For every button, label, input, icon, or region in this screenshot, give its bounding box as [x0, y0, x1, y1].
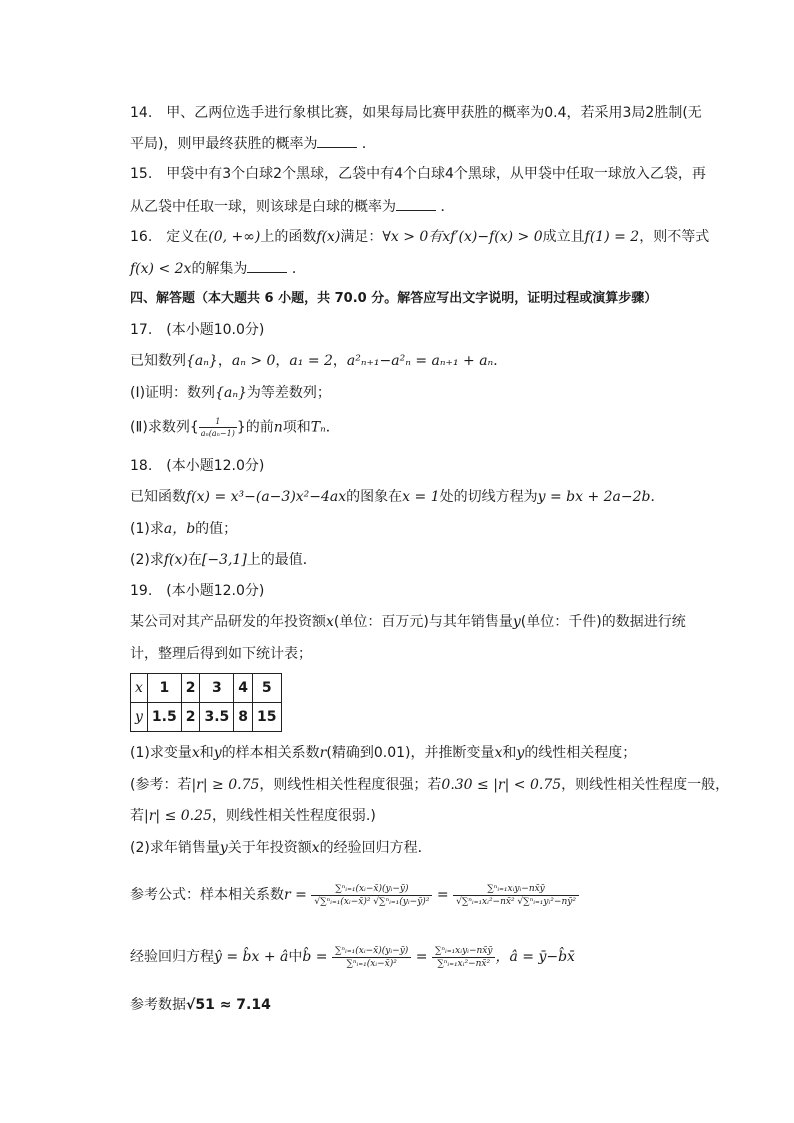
q17-part2: (Ⅱ)求数列{ $\frac{1}{\text{aₙ(aₙ−1)}}$ }的前n项和Tₙ．: [130, 417, 340, 438]
q19-text: (2)求年销售量: [130, 840, 220, 856]
q19-text: ，则线性相关性程度一般，: [561, 777, 730, 793]
q17-head: 17. (本小题10.0分): [130, 322, 265, 338]
q19-text: 的经验回归方程．: [319, 840, 432, 856]
q16-fx: f(x): [316, 229, 341, 245]
q18-text: (1)求: [130, 521, 164, 537]
q17-text: ．: [493, 353, 508, 369]
q19-condition: |r| ≥ 0.75: [191, 777, 260, 793]
q18-ab: a，b: [163, 521, 196, 537]
q19-part2: [130, 838, 432, 858]
q19-text: 的线性相关程度；: [524, 745, 637, 761]
correlation-formula: [130, 880, 579, 910]
table-cell: 8: [234, 703, 253, 732]
q17-text: 为等差数列；: [246, 385, 331, 401]
q19-text: 参考公式：样本相关系数: [130, 887, 284, 903]
q14-line1: 14. 甲、乙两位选手进行象棋比赛，如果每局比赛甲获胜的概率为0.4，若采用3局2胜制(无: [130, 105, 702, 121]
q19-text: 的样本相关系数: [221, 745, 320, 761]
q17-text: ，: [217, 353, 232, 369]
q19-text: (单位：百万元)与其年销售量: [333, 614, 513, 630]
q18-tangent: y = bx + 2a−2b: [537, 489, 651, 505]
q19-text: 中: [288, 949, 303, 965]
q17-part1: [130, 383, 331, 403]
table-cell: 5: [253, 674, 281, 703]
q19-reference1: [130, 775, 729, 795]
q19-x: x: [326, 614, 334, 630]
q19-text: 经验回归方程: [130, 949, 214, 965]
table-cell: 4: [234, 674, 253, 703]
q17-n: n: [273, 419, 283, 436]
q17-text: 已知数列: [130, 353, 186, 369]
q16-inequality: f(x) < 2x: [130, 261, 192, 277]
q19-text: (1)求变量: [130, 745, 192, 761]
q19-x: x: [311, 840, 320, 856]
regression-formula: [130, 942, 575, 972]
q17-text: (Ⅰ)证明：数列: [130, 385, 216, 401]
statistics-table: [130, 673, 282, 732]
q18-text: 的图象在: [346, 489, 403, 505]
q18-text: 在: [187, 552, 202, 568]
q18-fx: f(x): [163, 552, 188, 568]
q19-text: 和: [502, 745, 517, 761]
q19-sqrt51: √51 ≈ 7.14: [186, 997, 271, 1013]
answer-blank: [317, 133, 357, 148]
q19-y: y: [213, 745, 222, 761]
q19-text: (精确到0.01)，并推断变量: [326, 745, 495, 761]
q19-eq: =: [436, 887, 449, 903]
q17-text: ．: [325, 419, 340, 436]
q19-reg-eq: ŷ = b̂x + â: [214, 949, 289, 965]
q19-text: (单位：千件)的数据进行统: [520, 614, 686, 630]
q18-text: 已知函数: [130, 489, 186, 505]
q18-interval: [−3,1]: [201, 552, 247, 568]
q17-text: 项和: [282, 419, 311, 436]
q17-cond1: aₙ > 0: [231, 353, 276, 369]
q19-y: y: [516, 745, 525, 761]
q19-intro1: [130, 612, 686, 632]
table-row: [131, 703, 282, 732]
q15-line1: 15. 甲袋中有3个白球2个黑球，乙袋中有4个白球4个黑球，从甲袋中任取一球放入乙袋，再: [130, 166, 706, 182]
q19-intro2: 计，整理后得到如下统计表；: [130, 646, 312, 662]
table-cell: 1: [147, 674, 181, 703]
q14-text: 平局)，则甲最终获胜的概率为: [130, 136, 318, 152]
q19-text: 关于年投资额: [227, 840, 312, 856]
table-cell: 15: [253, 703, 281, 732]
answer-blank: [247, 258, 287, 273]
q16-text: 成立且: [542, 229, 585, 245]
q18-head: 18. (本小题12.0分): [130, 458, 265, 474]
q18-x1: x = 1: [402, 489, 440, 505]
q19-head: 19. (本小题12.0分): [130, 583, 265, 599]
slope-fraction-1: $\frac{\text{∑ⁿᵢ₌₁(xᵢ−x̄)(yᵢ−ȳ)}}{\text{∑ⁿᵢ₌₁(xᵢ−x̄)²}}$: [332, 945, 411, 970]
slope-fraction-2: $\frac{\text{∑ⁿᵢ₌₁xᵢyᵢ−nx̄ȳ}}{\text{∑ⁿᵢ₌₁xᵢ²−nx̄²}}$: [432, 945, 496, 970]
q16-text: 满足：: [340, 229, 383, 245]
table-row: [131, 674, 282, 703]
q19-text: ，则线性相关性程度很强；若: [259, 777, 442, 793]
q18-part1: [130, 519, 237, 539]
q16-text: 上的函数: [260, 229, 317, 245]
q18-text: 处的切线方程为: [439, 489, 538, 505]
q19-r: r: [319, 745, 327, 761]
q19-text: 参考数据: [130, 997, 186, 1013]
q16-condition: ∀x > 0有xf′(x)−f(x) > 0: [382, 229, 543, 245]
q17-fraction: $\frac{1}{\text{aₙ(aₙ−1)}}$: [200, 417, 235, 438]
q15-end: ．: [440, 199, 455, 215]
q16-line1: [130, 227, 709, 247]
q14-end: ．: [361, 136, 376, 152]
q17-seq: {aₙ}: [186, 353, 218, 369]
table-cell: 2: [181, 703, 200, 732]
correlation-fraction-1: $\frac{\text{∑ⁿᵢ₌₁(xᵢ−x̄)(yᵢ−ȳ)}}{\text{√∑ⁿᵢ₌₁(xᵢ−x̄)² √∑ⁿᵢ₌₁(yᵢ−ȳ)²}}$: [311, 883, 432, 908]
q16-f1: f(1) = 2: [584, 229, 640, 245]
q18-text: 的值；: [195, 521, 238, 537]
q17-seq: {aₙ}: [215, 385, 247, 401]
reference-data: [130, 995, 271, 1015]
q17-relation: a²ₙ₊₁−a²ₙ = aₙ₊₁ + aₙ: [346, 353, 494, 369]
answer-blank: [396, 196, 436, 211]
q19-y: y: [512, 614, 521, 630]
q18-text: (2)求: [130, 552, 164, 568]
table-cell: 3: [200, 674, 234, 703]
q19-y: y: [219, 840, 228, 856]
q19-reference2: [130, 806, 376, 826]
table-cell: 1.5: [147, 703, 181, 732]
table-cell: 2: [181, 674, 200, 703]
correlation-fraction-2: $\frac{\text{∑ⁿᵢ₌₁xᵢyᵢ−nx̄ȳ}}{\text{√∑ⁿᵢ₌₁xᵢ²−nx̄² √∑ⁿᵢ₌₁yᵢ²−nȳ²}}$: [453, 883, 579, 908]
q16-line2: [130, 258, 306, 279]
q17-text: 的前: [245, 419, 274, 436]
q18-given: [130, 487, 665, 507]
q17-cond2: a₁ = 2: [289, 353, 333, 369]
table-header-cell: x: [131, 674, 148, 703]
q15-text: 从乙袋中任取一球，则该球是白球的概率为: [130, 199, 396, 215]
q19-text: (参考：若: [130, 777, 192, 793]
table-header-cell: y: [131, 703, 148, 732]
q19-text: ，则线性相关性程度很弱.): [211, 808, 376, 824]
q14-line2: [130, 133, 376, 154]
q17-given: 已知数列{aₙ}，aₙ > 0，a₁ = 2，a²ₙ₊₁−a²ₙ = aₙ₊₁ + aₙ．: [130, 353, 508, 369]
q16-text: 的解集为: [191, 261, 248, 277]
q19-a-eq: ，â = ȳ−b̂x̄: [495, 949, 575, 965]
q19-condition: |r| ≤ 0.25: [144, 808, 212, 824]
q18-part2: [130, 550, 317, 570]
q19-r-eq: r =: [284, 887, 307, 903]
q18-text: ．: [650, 489, 665, 505]
q17-tn: Tₙ: [310, 419, 326, 436]
q16-text: 16. 定义在: [130, 229, 209, 245]
q18-text: 上的最值．: [246, 552, 317, 568]
section-heading: 四、解答题（本大题共 6 小题，共 70.0 分。解答应写出文字说明，证明过程或演算步骤）: [130, 291, 658, 306]
q19-x: x: [494, 745, 503, 761]
q19-text: 某公司对其产品研发的年投资额: [130, 614, 326, 630]
q19-x: x: [191, 745, 200, 761]
q19-b-eq: b̂ =: [302, 949, 328, 965]
q19-eq: =: [415, 949, 428, 965]
q16-domain: (0, +∞): [208, 229, 261, 245]
q19-condition: 0.30 ≤ |r| < 0.75: [441, 777, 562, 793]
q15-line2: [130, 196, 454, 217]
q18-function: f(x) = x³−(a−3)x²−4ax: [186, 489, 347, 505]
q19-text: 若: [130, 808, 144, 824]
q16-text: ，则不等式: [639, 229, 710, 245]
q16-end: ．: [291, 261, 306, 277]
q17-text: (Ⅱ)求数列: [130, 419, 190, 436]
q19-part1: [130, 743, 636, 763]
q19-text: 和: [199, 745, 214, 761]
table-cell: 3.5: [200, 703, 234, 732]
